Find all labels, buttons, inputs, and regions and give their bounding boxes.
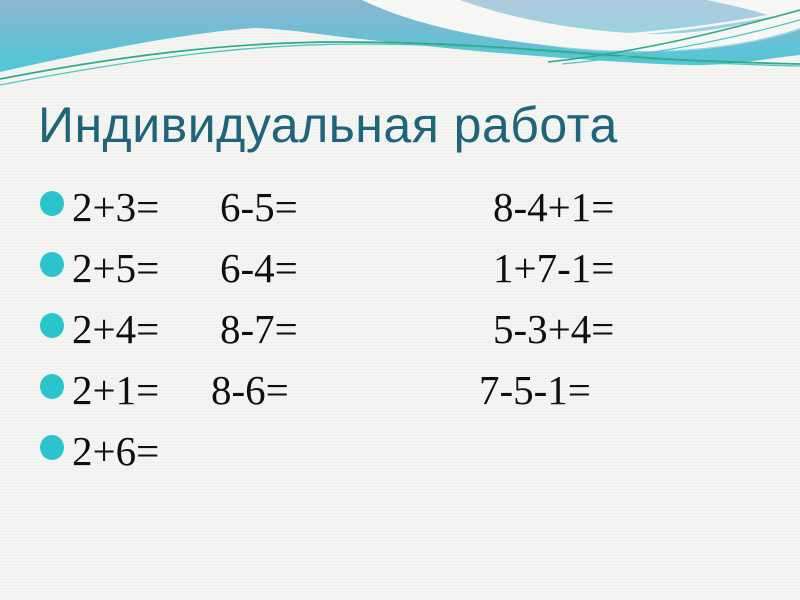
slide-title: Индивидуальная работа — [38, 97, 618, 153]
exercise-expression: 7-5-1= — [479, 367, 591, 413]
exercise-expression: 2+3= — [72, 184, 160, 230]
exercise-expression: 8-6= — [211, 367, 289, 413]
exercise-expression: 6-4= — [220, 245, 298, 291]
exercise-expression: 5-3+4= — [493, 306, 615, 352]
exercise-row — [40, 302, 780, 363]
exercise-expression: 2+1= — [72, 367, 160, 413]
exercise-row — [40, 241, 780, 302]
exercise-expression: 2+6= — [72, 428, 160, 474]
exercise-row — [40, 424, 780, 485]
exercise-row — [40, 180, 780, 241]
exercise-expression: 6-5= — [220, 184, 298, 230]
exercise-list — [40, 180, 780, 485]
exercise-expression: 8-7= — [220, 306, 298, 352]
bullet-icon — [40, 435, 64, 460]
exercise-expression: 2+4= — [72, 306, 160, 352]
exercise-row — [40, 363, 780, 424]
header-wave-decoration — [0, 0, 800, 96]
exercise-expression: 1+7-1= — [493, 245, 615, 291]
bullet-icon — [40, 374, 64, 399]
exercise-expression: 2+5= — [72, 245, 160, 291]
bullet-icon — [40, 191, 64, 216]
bullet-icon — [40, 252, 64, 277]
bullet-icon — [40, 313, 64, 338]
exercise-expression: 8-4+1= — [493, 184, 615, 230]
